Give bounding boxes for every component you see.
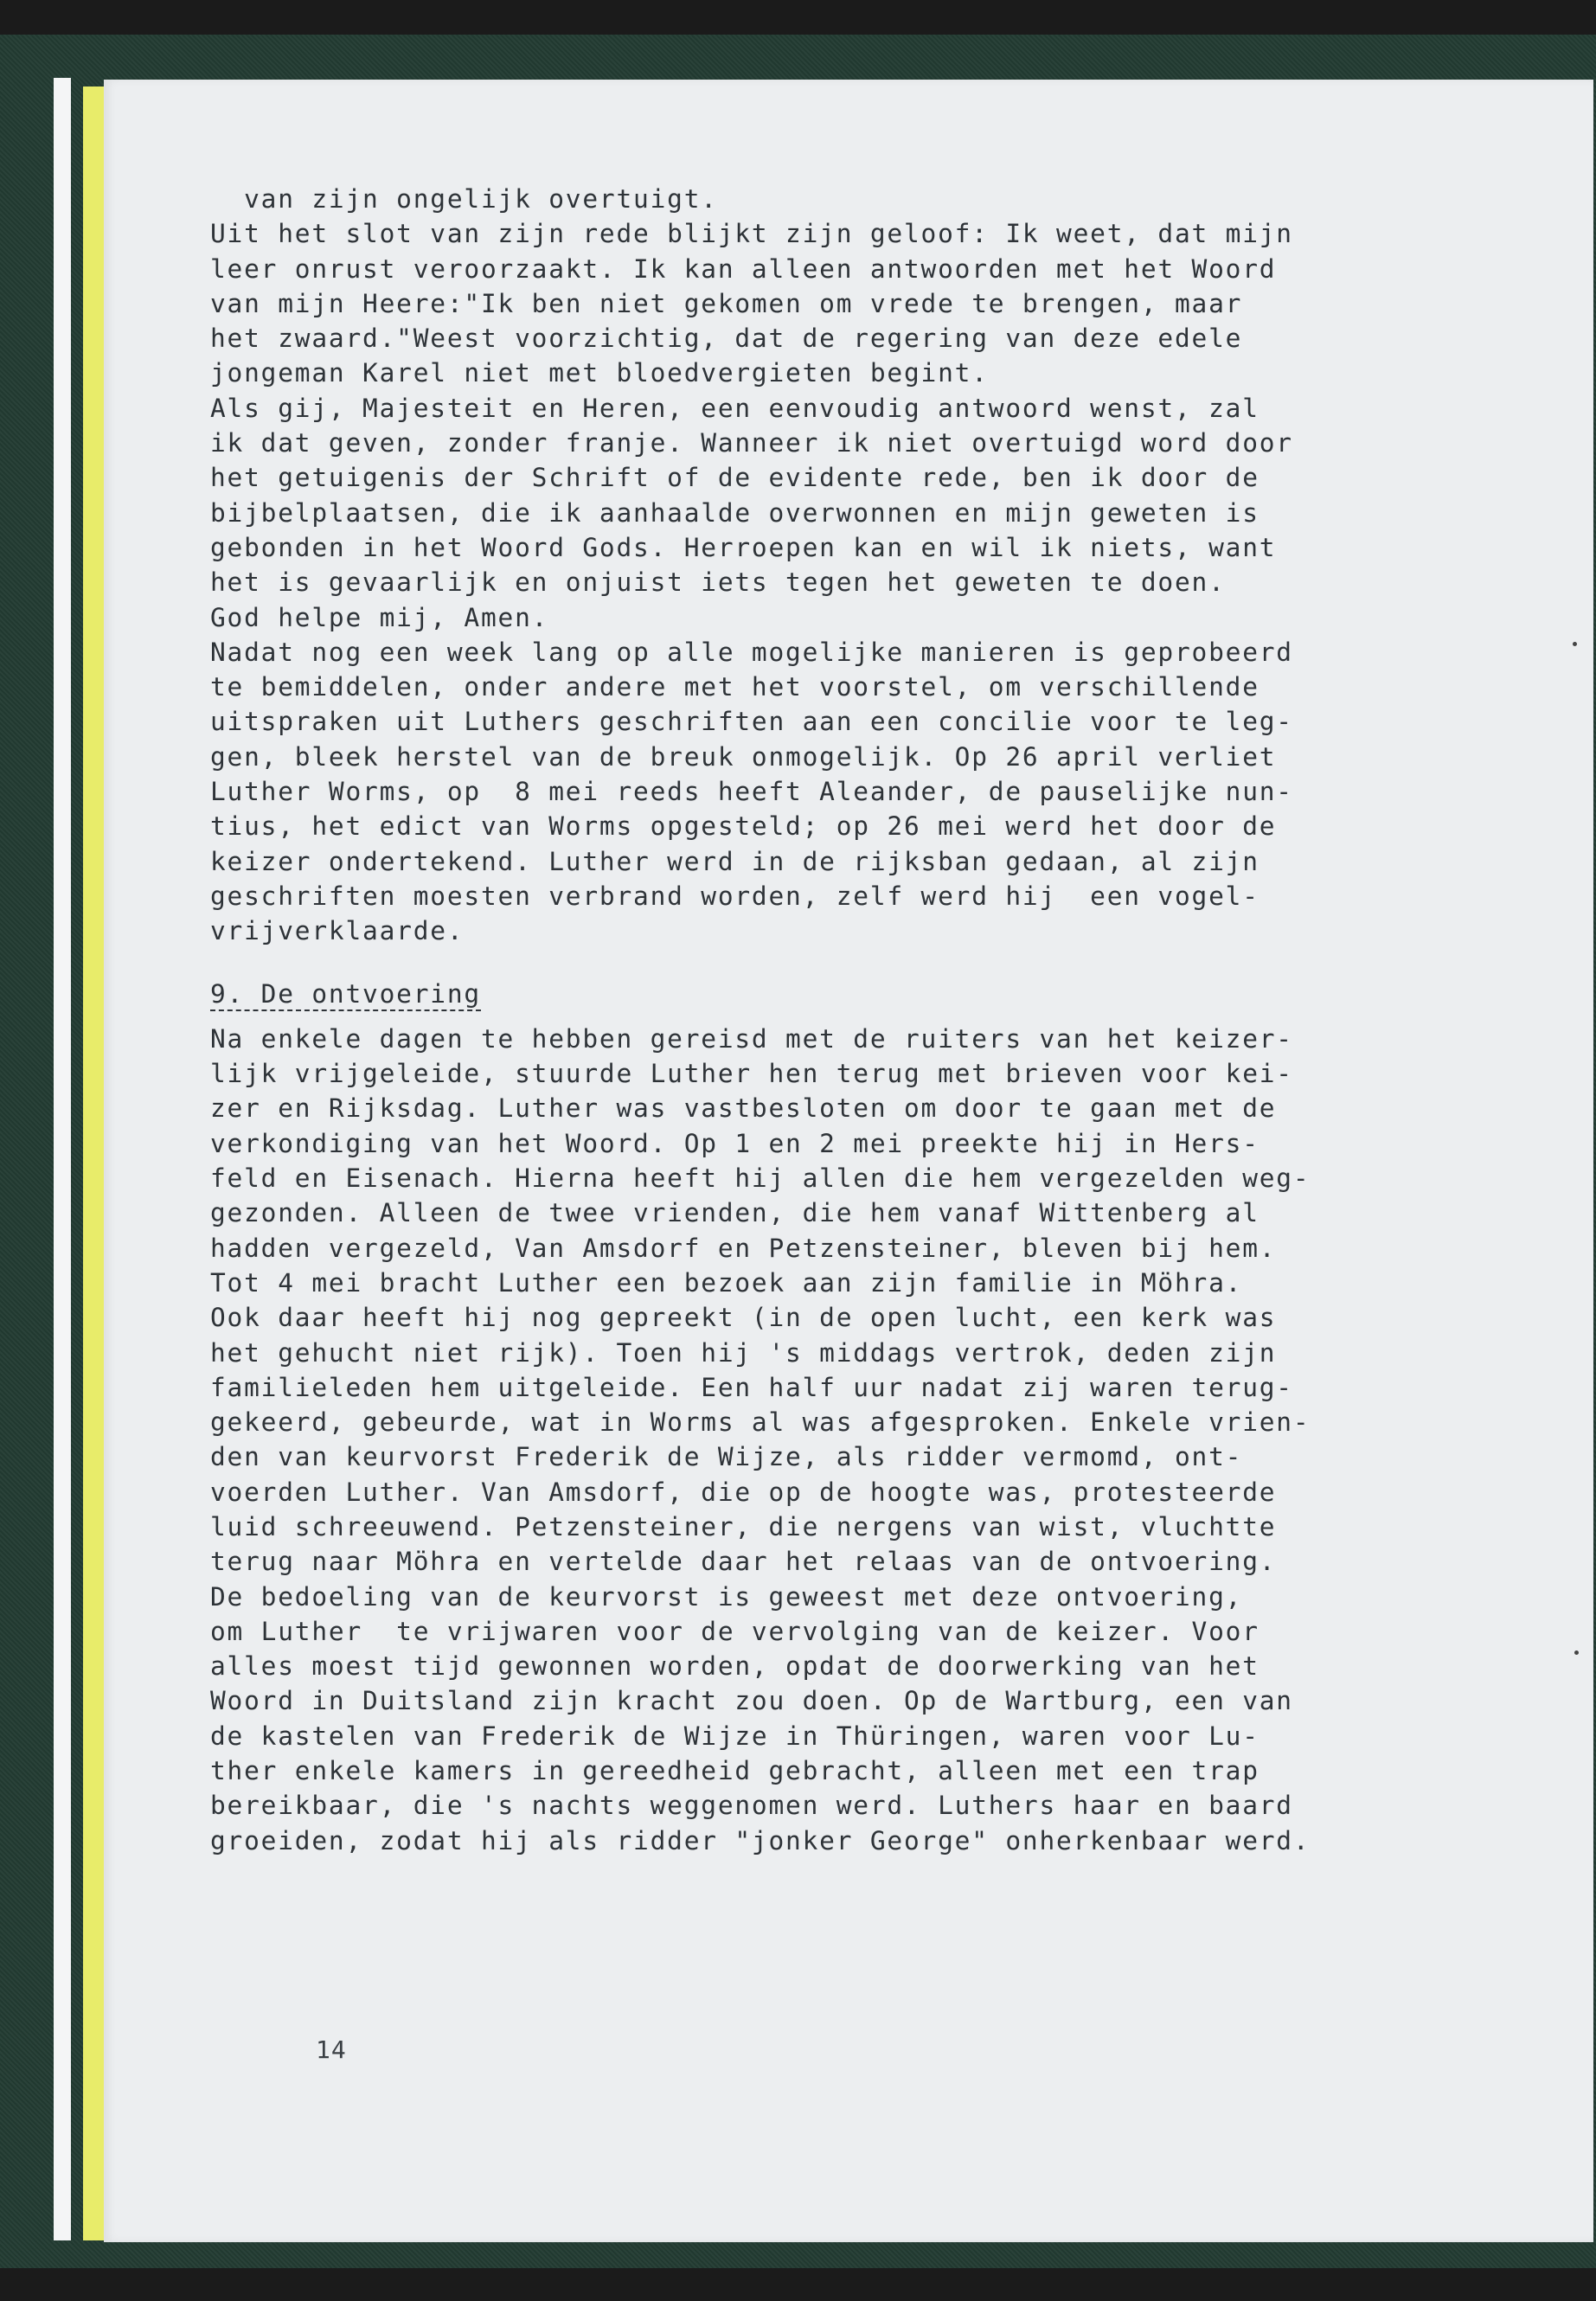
text-line: te bemiddelen, onder andere met het voorstel, om verschillende [210, 672, 1259, 702]
text-line: Luther Worms, op 8 mei reeds heeft Aleander, de pauselijke nun- [210, 777, 1293, 807]
text-line: uitspraken uit Luthers geschriften aan een concilie voor te leg- [210, 707, 1293, 737]
section-heading-text: 9. De ontvoering [210, 979, 481, 1011]
text-line: Na enkele dagen te hebben gereisd met de ruiters van het keizer- [210, 1023, 1293, 1054]
text-line: terug naar Möhra en vertelde daar het relaas van de ontvoering. [210, 1547, 1277, 1577]
text-line: luid schreeuwend. Petzensteiner, die nergens van wist, vluchtte [210, 1511, 1277, 1541]
text-line: God helpe mij, Amen. [210, 602, 549, 632]
text-line: het is gevaarlijk en onjuist iets tegen het geweten te doen. [210, 567, 1226, 598]
text-line: Woord in Duitsland zijn kracht zou doen. Op de Wartburg, een van [210, 1686, 1293, 1716]
spacer [210, 949, 1465, 977]
paragraphs-after-heading [210, 1022, 1465, 1858]
section-heading [210, 977, 1465, 1011]
text-line: van mijn Heere:"Ik ben niet gekomen om vrede te brengen, maar [210, 288, 1243, 318]
text-line: het zwaard."Weest voorzichtig, dat de regering van deze edele [210, 324, 1243, 354]
text-line: jongeman Karel niet met bloedvergieten begint. [210, 358, 989, 388]
margin-mark [1573, 642, 1577, 646]
text-line: gen, bleek herstel van de breuk onmogelijk. Op 26 april verliet [210, 741, 1277, 772]
text-line: zer en Rijksdag. Luther was vastbesloten om door te gaan met de [210, 1093, 1277, 1124]
paragraphs-before-heading [210, 182, 1465, 949]
margin-mark [1574, 1650, 1579, 1655]
page-text [210, 182, 1465, 1858]
text-line: Tot 4 mei bracht Luther een bezoek aan zijn familie in Möhra. [210, 1267, 1243, 1298]
text-line: van zijn ongelijk overtuigt. [210, 184, 718, 214]
text-line: tius, het edict van Worms opgesteld; op 26 mei werd het door de [210, 811, 1277, 842]
text-line: ik dat geven, zonder franje. Wanneer ik niet overtuigd word door [210, 428, 1293, 458]
text-line: gebonden in het Woord Gods. Herroepen kan en wil ik niets, want [210, 532, 1277, 562]
text-line: lijk vrijgeleide, stuurde Luther hen terug met brieven voor kei- [210, 1059, 1293, 1089]
text-line: Als gij, Majesteit en Heren, een eenvoudig antwoord wenst, zal [210, 393, 1259, 423]
text-line: bereikbaar, die 's nachts weggenomen werd. Luthers haar en baard [210, 1791, 1293, 1821]
text-line: groeiden, zodat hij als ridder "jonker George" onherkenbaar werd. [210, 1825, 1311, 1856]
yellow-page-edge [83, 87, 104, 2240]
text-line: om Luther te vrijwaren voor de vervolging van de keizer. Voor [210, 1616, 1259, 1646]
text-line: familieleden hem uitgeleide. Een half uur nadat zij waren terug- [210, 1372, 1293, 1402]
text-line: den van keurvorst Frederik de Wijze, als ridder vermomd, ont- [210, 1442, 1243, 1472]
text-line: bijbelplaatsen, die ik aanhaalde overwonnen en mijn geweten is [210, 497, 1259, 528]
text-line: Ook daar heeft hij nog gepreekt (in de open lucht, een kerk was [210, 1303, 1277, 1333]
text-line: Nadat nog een week lang op alle mogelijke manieren is geprobeerd [210, 637, 1293, 667]
text-line: Uit het slot van zijn rede blijkt zijn geloof: Ik weet, dat mijn [210, 219, 1293, 249]
text-line: gekeerd, gebeurde, wat in Worms al was afgesproken. Enkele vrien- [210, 1407, 1311, 1438]
text-line: leer onrust veroorzaakt. Ik kan alleen antwoorden met het Woord [210, 253, 1277, 284]
text-line: feld en Eisenach. Hierna heeft hij allen die hem vergezelden weg- [210, 1163, 1311, 1194]
text-line: het getuigenis der Schrift of de evidente rede, ben ik door de [210, 463, 1259, 493]
text-line: De bedoeling van de keurvorst is geweest met deze ontvoering, [210, 1581, 1243, 1612]
text-line: gezonden. Alleen de twee vrienden, die hem vanaf Wittenberg al [210, 1198, 1259, 1228]
text-line: het gehucht niet rijk). Toen hij 's middags vertrok, deden zijn [210, 1337, 1277, 1368]
text-line: vrijverklaarde. [210, 916, 465, 946]
text-line: verkondiging van het Woord. Op 1 en 2 mei preekte hij in Hers- [210, 1128, 1259, 1158]
text-line: keizer ondertekend. Luther werd in de rijksban gedaan, al zijn [210, 846, 1259, 876]
page-edge-strip [54, 78, 71, 2240]
page-number: 14 [316, 2035, 347, 2064]
text-line: alles moest tijd gewonnen worden, opdat de doorwerking van het [210, 1651, 1259, 1682]
text-line: hadden vergezeld, Van Amsdorf en Petzensteiner, bleven bij hem. [210, 1233, 1277, 1263]
text-line: voerden Luther. Van Amsdorf, die op de hoogte was, protesteerde [210, 1477, 1277, 1507]
text-line: geschriften moesten verbrand worden, zelf werd hij een vogel- [210, 881, 1259, 911]
text-line: ther enkele kamers in gereedheid gebracht, alleen met een trap [210, 1756, 1259, 1786]
text-line: de kastelen van Frederik de Wijze in Thüringen, waren voor Lu- [210, 1721, 1259, 1751]
